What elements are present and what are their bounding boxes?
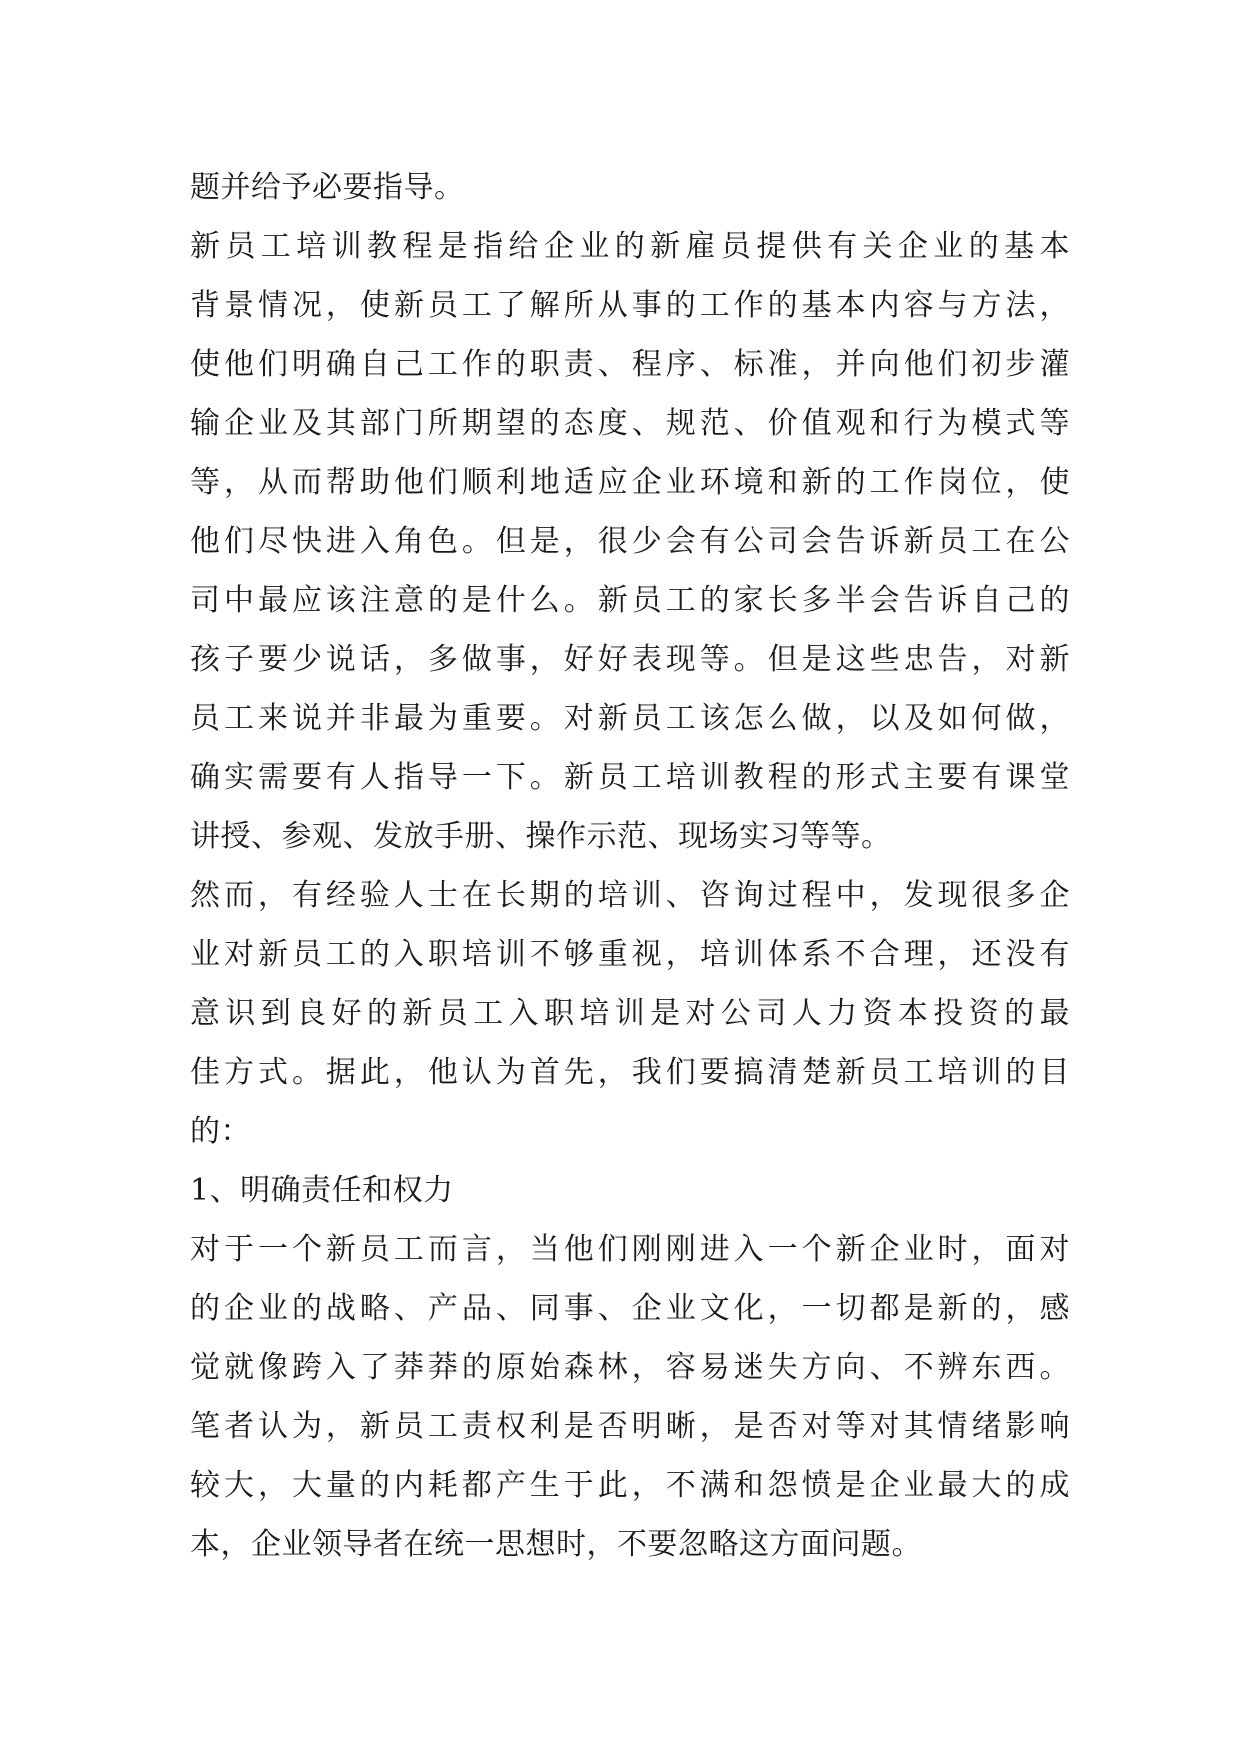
text-line: 的企业的战略、产品、同事、企业文化，一切都是新的，感 [190, 1291, 1070, 1326]
text-line: 背景情况，使新员工了解所从事的工作的基本内容与方法， [190, 288, 1070, 323]
text-line: 觉就像跨入了莽莽的原始森林，容易迷失方向、不辨东西。 [190, 1350, 1070, 1385]
text-line: 司中最应该注意的是什么。新员工的家长多半会告诉自己的 [190, 583, 1070, 618]
text-line: 对于一个新员工而言，当他们刚刚进入一个新企业时，面对 [190, 1232, 1070, 1267]
text-line: 使他们明确自己工作的职责、程序、标准，并向他们初步灌 [190, 347, 1070, 382]
text-line: 题并给予必要指导。 [190, 170, 465, 205]
text-line: 等，从而帮助他们顺利地适应企业环境和新的工作岗位，使 [190, 465, 1070, 500]
text-line: 讲授、参观、发放手册、操作示范、现场实习等等。 [190, 819, 892, 854]
text-line: 确实需要有人指导一下。新员工培训教程的形式主要有课堂 [190, 760, 1070, 795]
text-line: 业对新员工的入职培训不够重视，培训体系不合理，还没有 [190, 937, 1070, 972]
text-line: 员工来说并非最为重要。对新员工该怎么做，以及如何做， [190, 701, 1070, 736]
text-line: 他们尽快进入角色。但是，很少会有公司会告诉新员工在公 [190, 524, 1070, 559]
text-line: 1、明确责任和权力 [190, 1173, 454, 1208]
text-line: 本，企业领导者在统一思想时，不要忽略这方面问题。 [190, 1527, 922, 1562]
document-body [190, 158, 1070, 1574]
text-line: 然而，有经验人士在长期的培训、咨询过程中，发现很多企 [190, 878, 1070, 913]
text-line: 较大，大量的内耗都产生于此，不满和怨愤是企业最大的成 [190, 1468, 1070, 1503]
text-line: 输企业及其部门所期望的态度、规范、价值观和行为模式等 [190, 406, 1070, 441]
text-line: 笔者认为，新员工责权利是否明晰，是否对等对其情绪影响 [190, 1409, 1070, 1444]
text-line: 新员工培训教程是指给企业的新雇员提供有关企业的基本 [190, 229, 1070, 264]
text-line: 的： [190, 1114, 251, 1149]
text-line: 佳方式。据此，他认为首先，我们要搞清楚新员工培训的目 [190, 1055, 1070, 1090]
text-line: 孩子要少说话，多做事，好好表现等。但是这些忠告，对新 [190, 642, 1070, 677]
text-line: 意识到良好的新员工入职培训是对公司人力资本投资的最 [190, 996, 1070, 1031]
